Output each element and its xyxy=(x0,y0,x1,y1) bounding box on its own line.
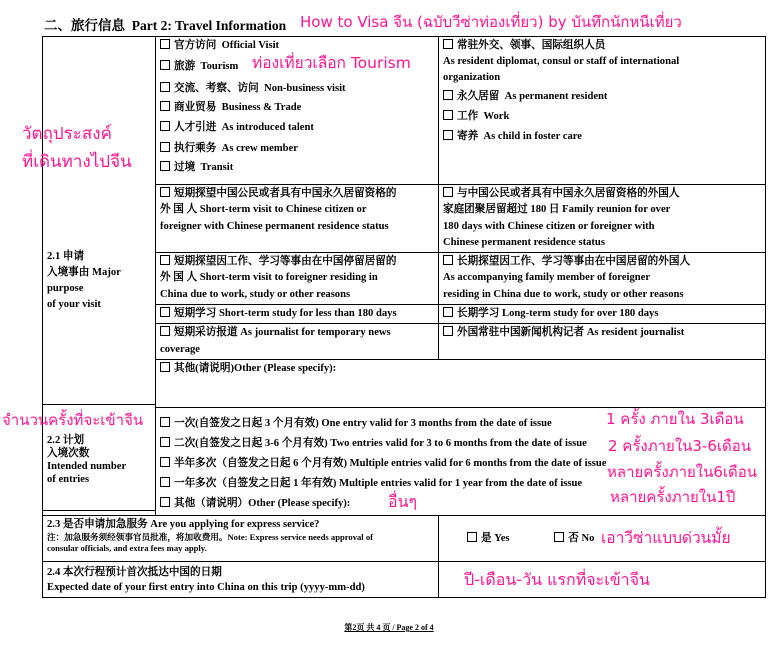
checkbox-short-study[interactable] xyxy=(160,307,170,317)
purpose-short-visit-chinese: 短期探望中国公民或者具有中国永久居留资格的 外 国 人 Short-term visit to Chinese citizen or foreigner with Chinese permanent residence status xyxy=(156,185,439,253)
purpose-transit: 过境 Transit xyxy=(160,158,434,177)
purpose-long-study: 长期学习 Long-term study for over 180 days xyxy=(439,305,766,324)
annotation-other: อื่นๆ xyxy=(388,492,418,511)
annotation-express: เอาวีซ่าแบบด่วนมั้ย xyxy=(601,529,731,547)
entry-date-label-en: Expected date of your first entry into China on this trip (yyyy-mm-dd) xyxy=(47,581,365,593)
annotation-date: ปี-เดือน-วัน แรกที่จะเข้าจีน xyxy=(464,570,650,589)
checkbox-business[interactable] xyxy=(160,101,170,111)
annotation-banner: How to Visa จีน (ฉบับวีซ่าท่องเที่ยว) by บันทึกนักหนีเที่ยว xyxy=(300,13,682,31)
purpose-long-accompany: 长期探望因工作、学习等事由在中国居留的外国人 As accompanying family member of foreigner residing in China due to work, study or other reasons xyxy=(439,253,766,305)
express-yes: 是 Yes xyxy=(467,533,510,544)
entry-option-6months: 半年多次（自签发之日起 6 个月有效) Multiple entries valid for 6 months from the date of issue xyxy=(160,454,761,474)
checkbox-entry-other[interactable] xyxy=(160,497,170,507)
checkbox-permanent[interactable] xyxy=(443,90,453,100)
purpose-work: 工作 Work xyxy=(443,107,761,126)
entry-option-1year: 一年多次（自签发之日起 1 年有效) Multiple entries valid for 1 year from the date of issue xyxy=(160,474,761,494)
purpose-non-business: 交流、考察、访问 Non-business visit xyxy=(160,79,434,98)
purpose-tourism: 旅游 Tourism xyxy=(160,54,434,79)
purpose-resident-journalist: 外国常驻中国新闻机构记者 As resident journalist xyxy=(439,324,766,360)
purpose-family-reunion: 与中国公民或者具有中国永久居留资格的外国人 家庭团聚居留超过 180 日 Family reunion for over 180 days with Chinese citizen or foreigner with Chinese permanent residence status xyxy=(439,185,766,253)
annotation-entries: จำนวนครั้งที่จะเข้าจีน xyxy=(2,411,144,429)
checkbox-crew[interactable] xyxy=(160,142,170,152)
annotation-twice: 2 ครั้งภายใน3-6เดือน xyxy=(608,437,752,455)
purpose-foster: 寄养 As child in foster care xyxy=(443,126,761,148)
checkbox-entry-1year[interactable] xyxy=(160,477,170,487)
checkbox-resident-journalist[interactable] xyxy=(443,326,453,336)
checkbox-entry-twice[interactable] xyxy=(160,437,170,447)
annotation-purpose-2: ที่เดินทางไปจีน xyxy=(22,152,132,172)
express-no: 否 No xyxy=(554,533,594,544)
purpose-short-visit-foreigner: 短期探望因工作、学习等事由在中国停留居留的 外 国 人 Short-term visit to foreigner residing in China due to work, study or other reasons xyxy=(156,253,439,305)
section-title-cn: 二、旅行信息 xyxy=(44,18,125,33)
annotation-once: 1 ครั้ง ภายใน 3เดือน xyxy=(606,410,744,428)
checkbox-official[interactable] xyxy=(160,39,170,49)
checkbox-family-reunion[interactable] xyxy=(443,187,453,197)
entry-option-other: 其他（请说明）Other (Please specify): xyxy=(160,494,761,514)
checkbox-short-visit-chinese[interactable] xyxy=(160,187,170,197)
annotation-tourism: ท่องเที่ยวเลือก Tourism xyxy=(252,54,411,72)
annotation-multi-6m: หลายครั้งภายใน6เดือน xyxy=(607,463,758,481)
checkbox-diplomat[interactable] xyxy=(443,39,453,49)
express-note-2: consular officials, and extra fees may apply. xyxy=(47,543,207,554)
checkbox-entry-once[interactable] xyxy=(160,417,170,427)
purpose-permanent: 永久居留 As permanent resident xyxy=(443,86,761,107)
express-question: 2.3 是否申请加急服务 Are you applying for express service? xyxy=(47,519,320,531)
express-note-1: 注：加急服务须经领事官员批准，将加收费用。Note: Express service needs approval of xyxy=(47,532,373,543)
checkbox-short-journalist[interactable] xyxy=(160,326,170,336)
checkbox-talent[interactable] xyxy=(160,121,170,131)
express-question-cell xyxy=(43,516,439,562)
purpose-official: 官方访问 Official Visit xyxy=(160,38,434,54)
annotation-multi-1y: หลายครั้งภายใน1ปี xyxy=(610,488,736,506)
checkbox-transit[interactable] xyxy=(160,161,170,171)
purpose-short-journalist: 短期采访报道 As journalist for temporary news coverage xyxy=(156,324,439,360)
checkbox-purpose-other[interactable] xyxy=(160,362,170,372)
entry-date-row xyxy=(43,562,766,598)
purpose-talent: 人才引进 As introduced talent xyxy=(160,117,434,139)
checkbox-short-visit-foreigner[interactable] xyxy=(160,255,170,265)
checkbox-long-study[interactable] xyxy=(443,307,453,317)
purpose-business: 商业贸易 Business & Trade xyxy=(160,98,434,117)
checkbox-work[interactable] xyxy=(443,110,453,120)
purpose-short-study: 短期学习 Short-term study for less than 180 days xyxy=(156,305,439,324)
entries-label: 2.2 计划 入境次数 Intended number of entries xyxy=(47,435,127,485)
entry-option-twice: 二次(自签发之日起 3-6 个月有效) Two entries valid for 3 to 6 months from the date of issue xyxy=(160,434,761,454)
purpose-main-right xyxy=(439,37,766,185)
checkbox-express-no[interactable] xyxy=(554,532,564,542)
entry-date-label-cn: 2.4 本次行程预计首次抵达中国的日期 xyxy=(47,566,222,578)
annotation-purpose-1: วัตถุประสงค์ xyxy=(22,124,112,144)
checkbox-foster[interactable] xyxy=(443,130,453,140)
purpose-diplomat: 常驻外交、领事、国际组织人员 As resident diplomat, consul or staff of international organization xyxy=(443,40,680,83)
checkbox-long-accompany[interactable] xyxy=(443,255,453,265)
page-footer: 第2页 共 4 页 / Page 2 of 4 xyxy=(344,623,434,632)
checkbox-entry-6months[interactable] xyxy=(160,457,170,467)
entry-date-label-cell xyxy=(43,562,439,598)
purpose-label: 2.1 申请 入境事由 Major purpose of your visit xyxy=(47,250,121,311)
checkbox-tourism[interactable] xyxy=(160,60,170,70)
purpose-other: 其他(请说明)Other (Please specify): xyxy=(156,360,766,408)
checkbox-non-business[interactable] xyxy=(160,82,170,92)
entry-option-once: 一次(自签发之日起 3 个月有效) One entry valid for 3 months from the date of issue xyxy=(160,414,761,434)
checkbox-express-yes[interactable] xyxy=(467,532,477,542)
purpose-crew: 执行乘务 As crew member xyxy=(160,139,434,158)
section-header xyxy=(44,14,286,34)
section-title-en: Part 2: Travel Information xyxy=(131,18,287,33)
